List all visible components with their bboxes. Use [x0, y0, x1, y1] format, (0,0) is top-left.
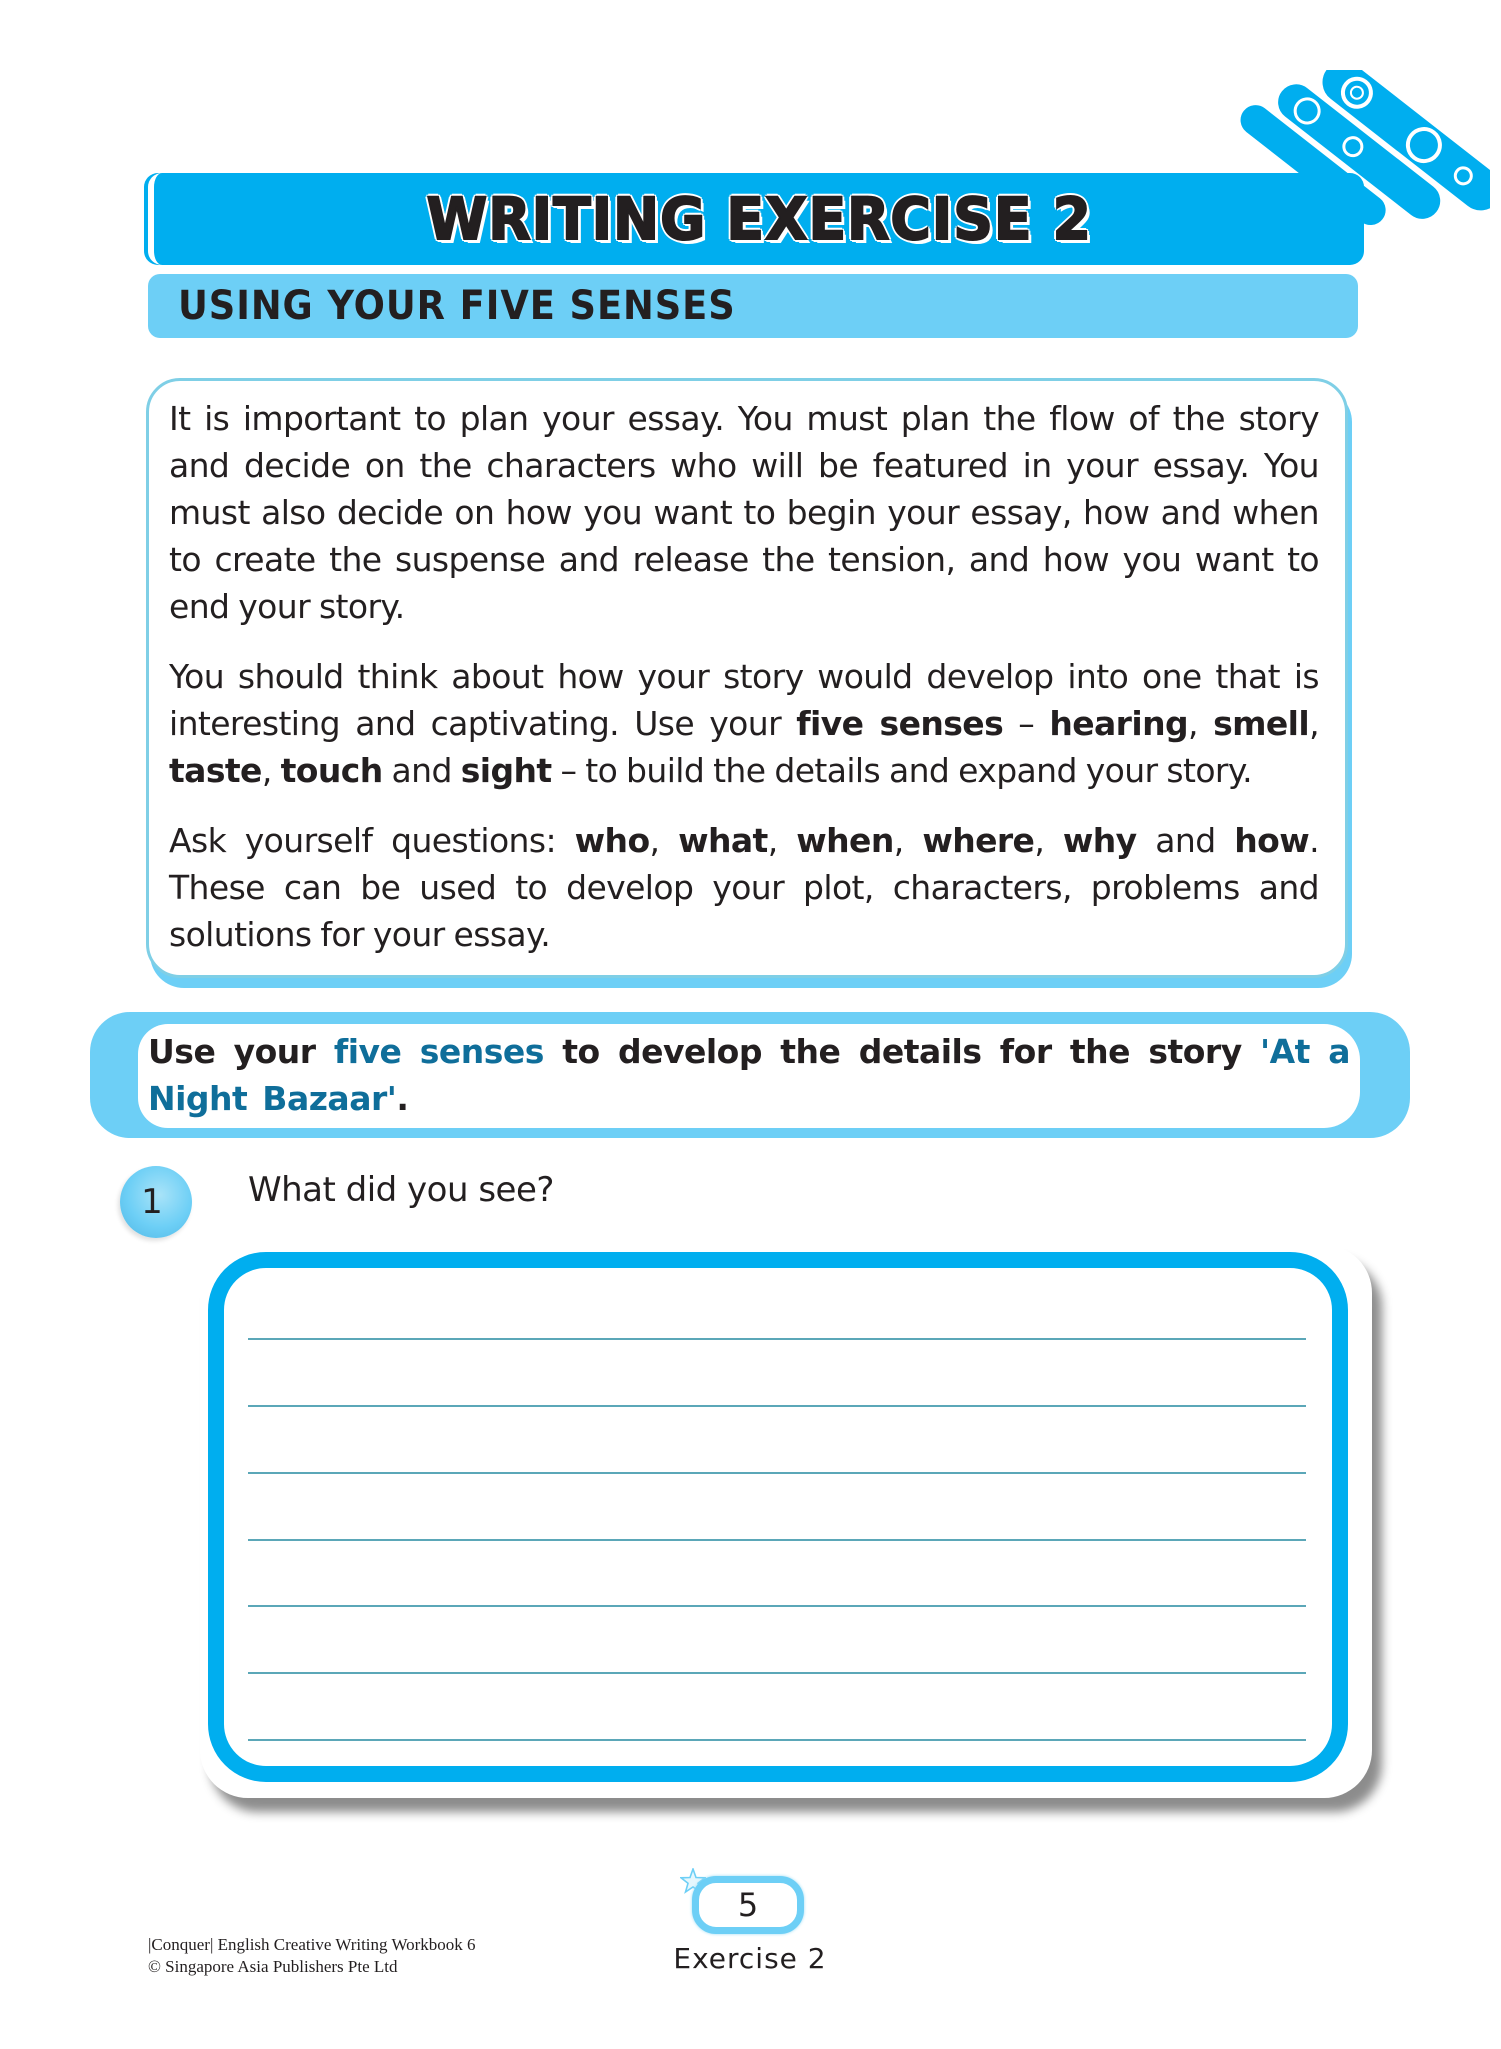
text-segment: – [1003, 704, 1050, 743]
answer-line-3[interactable] [248, 1472, 1306, 1474]
text-segment: , [893, 821, 923, 860]
text-segment: , [261, 751, 281, 790]
bold-term: how [1234, 821, 1310, 860]
highlight-five-senses: five senses [333, 1032, 544, 1071]
text-segment: . These can be used to develop your plot, characters, problems and solutions for your essay. [169, 821, 1319, 954]
text-segment: , [1034, 821, 1063, 860]
bold-term: smell [1213, 704, 1310, 743]
answer-line-4[interactable] [248, 1539, 1306, 1541]
question-number: 1 [141, 1182, 163, 1222]
question-number-badge [120, 1166, 192, 1238]
text-segment: , [767, 821, 797, 860]
instruction-text [148, 1028, 1360, 1122]
bold-term: who [574, 821, 650, 860]
text-segment: and [1136, 821, 1235, 860]
answer-line-7[interactable] [248, 1739, 1306, 1741]
text-segment: , [1309, 704, 1319, 743]
bold-term: hearing [1049, 704, 1188, 743]
text-segment: , [1188, 704, 1214, 743]
text-segment: You should think about how your story would develop into one that is interesting and captivating. Use your [169, 657, 1319, 743]
bold-term: touch [280, 751, 383, 790]
bold-term: why [1062, 821, 1137, 860]
page-number: 5 [737, 1886, 759, 1924]
page-number-badge [692, 1876, 804, 1934]
answer-line-6[interactable] [248, 1672, 1306, 1674]
answer-line-5[interactable] [248, 1605, 1306, 1607]
bold-term: where [922, 821, 1035, 860]
info-paragraph-1: It is important to plan your essay. You must plan the flow of the story and decide on the characters who will be featured in your essay. You must also decide on how you want to begin your essay, how and when to create the suspense and release the tension, and how you want to end your story. [169, 399, 1319, 626]
answer-line-2[interactable] [248, 1405, 1306, 1407]
book-title: |Conquer| English Creative Writing Workbook 6 [148, 1935, 476, 1954]
instruction-banner [138, 1024, 1360, 1128]
text-segment: Use your [148, 1032, 334, 1071]
text-segment: – to build the details and expand your story. [551, 751, 1253, 790]
text-segment: and [382, 751, 461, 790]
subtitle-banner [148, 274, 1358, 338]
info-paragraph-2 [169, 653, 1319, 794]
text-segment: to develop the details for the story [543, 1032, 1261, 1071]
bold-term: what [678, 821, 768, 860]
info-box [146, 378, 1348, 978]
text-segment: Ask yourself questions: [169, 821, 575, 860]
answer-box[interactable] [208, 1252, 1348, 1782]
question-text: What did you see? [248, 1170, 554, 1210]
info-paragraph-3 [169, 817, 1319, 958]
page-title: WRITING EXERCISE 2 [426, 185, 1092, 253]
bold-term: five senses [796, 704, 1004, 743]
bold-term: when [796, 821, 894, 860]
page-subtitle: USING YOUR FIVE SENSES [178, 283, 736, 329]
text-segment: , [649, 821, 679, 860]
highlight-story-title: 'At a Night Bazaar' [148, 1032, 1350, 1118]
text-segment: . [396, 1079, 409, 1118]
footer-section-label: Exercise 2 [673, 1942, 827, 1975]
footer-publisher-info [148, 1934, 476, 1978]
bold-term: sight [460, 751, 552, 790]
bold-term: taste [169, 751, 262, 790]
answer-line-1[interactable] [248, 1338, 1306, 1340]
title-banner [148, 173, 1364, 265]
copyright: © Singapore Asia Publishers Pte Ltd [148, 1957, 398, 1976]
